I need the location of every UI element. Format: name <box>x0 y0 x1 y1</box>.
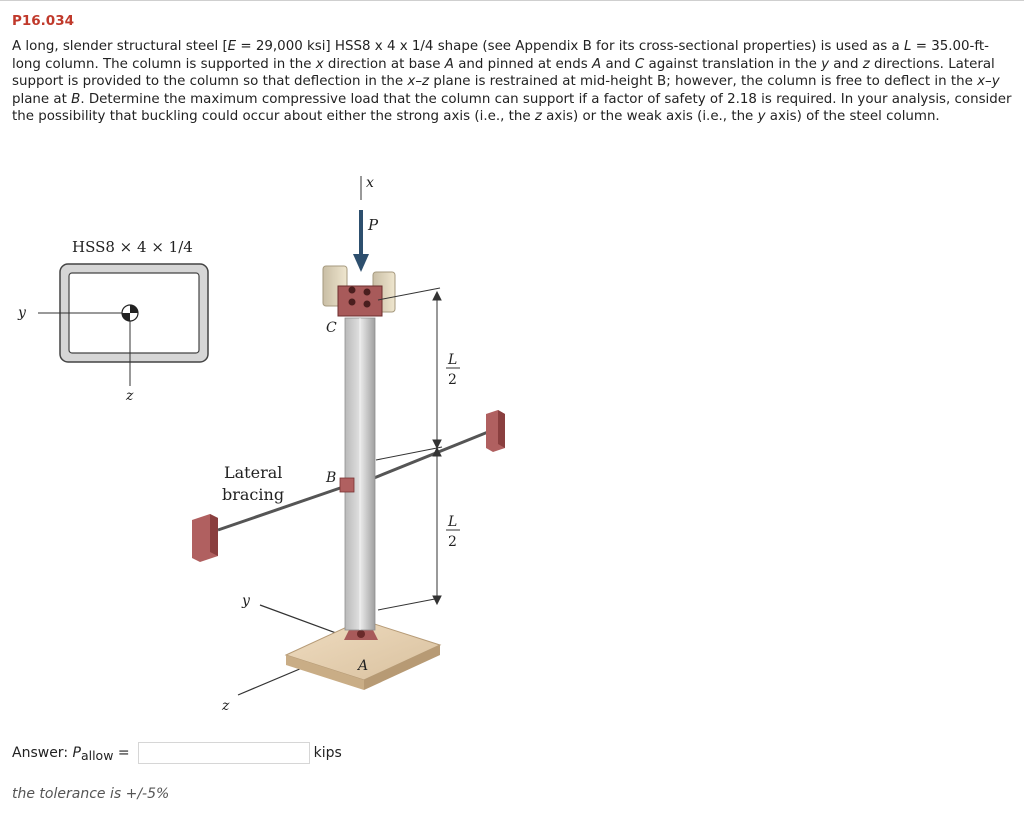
load-p-label: P <box>368 216 379 234</box>
load-arrow-icon <box>353 210 369 272</box>
dim-upper-num: L <box>448 352 458 368</box>
top-pin-bracket <box>323 266 395 316</box>
section-title: HSS8 × 4 × 1/4 <box>72 238 193 256</box>
dim-lower-num: L <box>448 514 458 530</box>
dim-upper-den: 2 <box>448 372 457 388</box>
lateral-brace-right <box>374 432 488 478</box>
brace-anchor-right <box>486 410 505 452</box>
answer-row <box>12 742 342 764</box>
dimension-lines <box>376 288 442 610</box>
axis-z-label: z <box>126 388 134 404</box>
axis-x-label: x <box>366 175 374 191</box>
point-b-label: B <box>326 470 337 486</box>
answer-unit: kips <box>313 745 342 761</box>
lateral-bracing-label-1: Lateral <box>224 463 283 482</box>
brace-anchor-left <box>192 514 218 562</box>
answer-label: Answer: Pallow = <box>12 745 130 763</box>
top-divider <box>0 0 1024 1</box>
problem-statement: A long, slender structural steel [E = 29,000 ksi] HSS8 x 4 x 1/4 shape (see Appendix B for its cross-sectional properties) is used as a L = 35.00-ft-long column. The column is supported in the x direction at base A and pinned at ends A and C against translation in the y and z directions. Lateral support is provided to the column so that deflection in the x–z plane is restrained at mid-height B; however, the column is free to deflect in the x–y plane at B. Determine the maximum compressive load that the column can support if a factor of safety of 2.18 is required. In your analysis, consider the possibility that buckling could occur about either the strong axis (i.e., the z axis) or the weak axis (i.e., the y axis) of the steel column. <box>12 39 1012 125</box>
point-c-label: C <box>326 320 337 336</box>
base-y-label: y <box>242 593 250 609</box>
centroid-icon <box>122 305 138 321</box>
answer-input[interactable] <box>138 742 310 764</box>
dim-lower-den: 2 <box>448 534 457 550</box>
dim-lower-fraction <box>446 514 460 550</box>
column-figure <box>0 160 560 720</box>
axis-y-label: y <box>18 305 26 321</box>
lateral-bracing-label-2: bracing <box>222 485 285 504</box>
point-a-label: A <box>358 658 369 674</box>
base-z-label: z <box>222 698 230 714</box>
brace-clamp-b <box>340 478 354 492</box>
problem-id: P16.034 <box>12 13 74 29</box>
tolerance-note: the tolerance is +/-5% <box>12 786 170 802</box>
dim-upper-fraction <box>446 352 460 388</box>
